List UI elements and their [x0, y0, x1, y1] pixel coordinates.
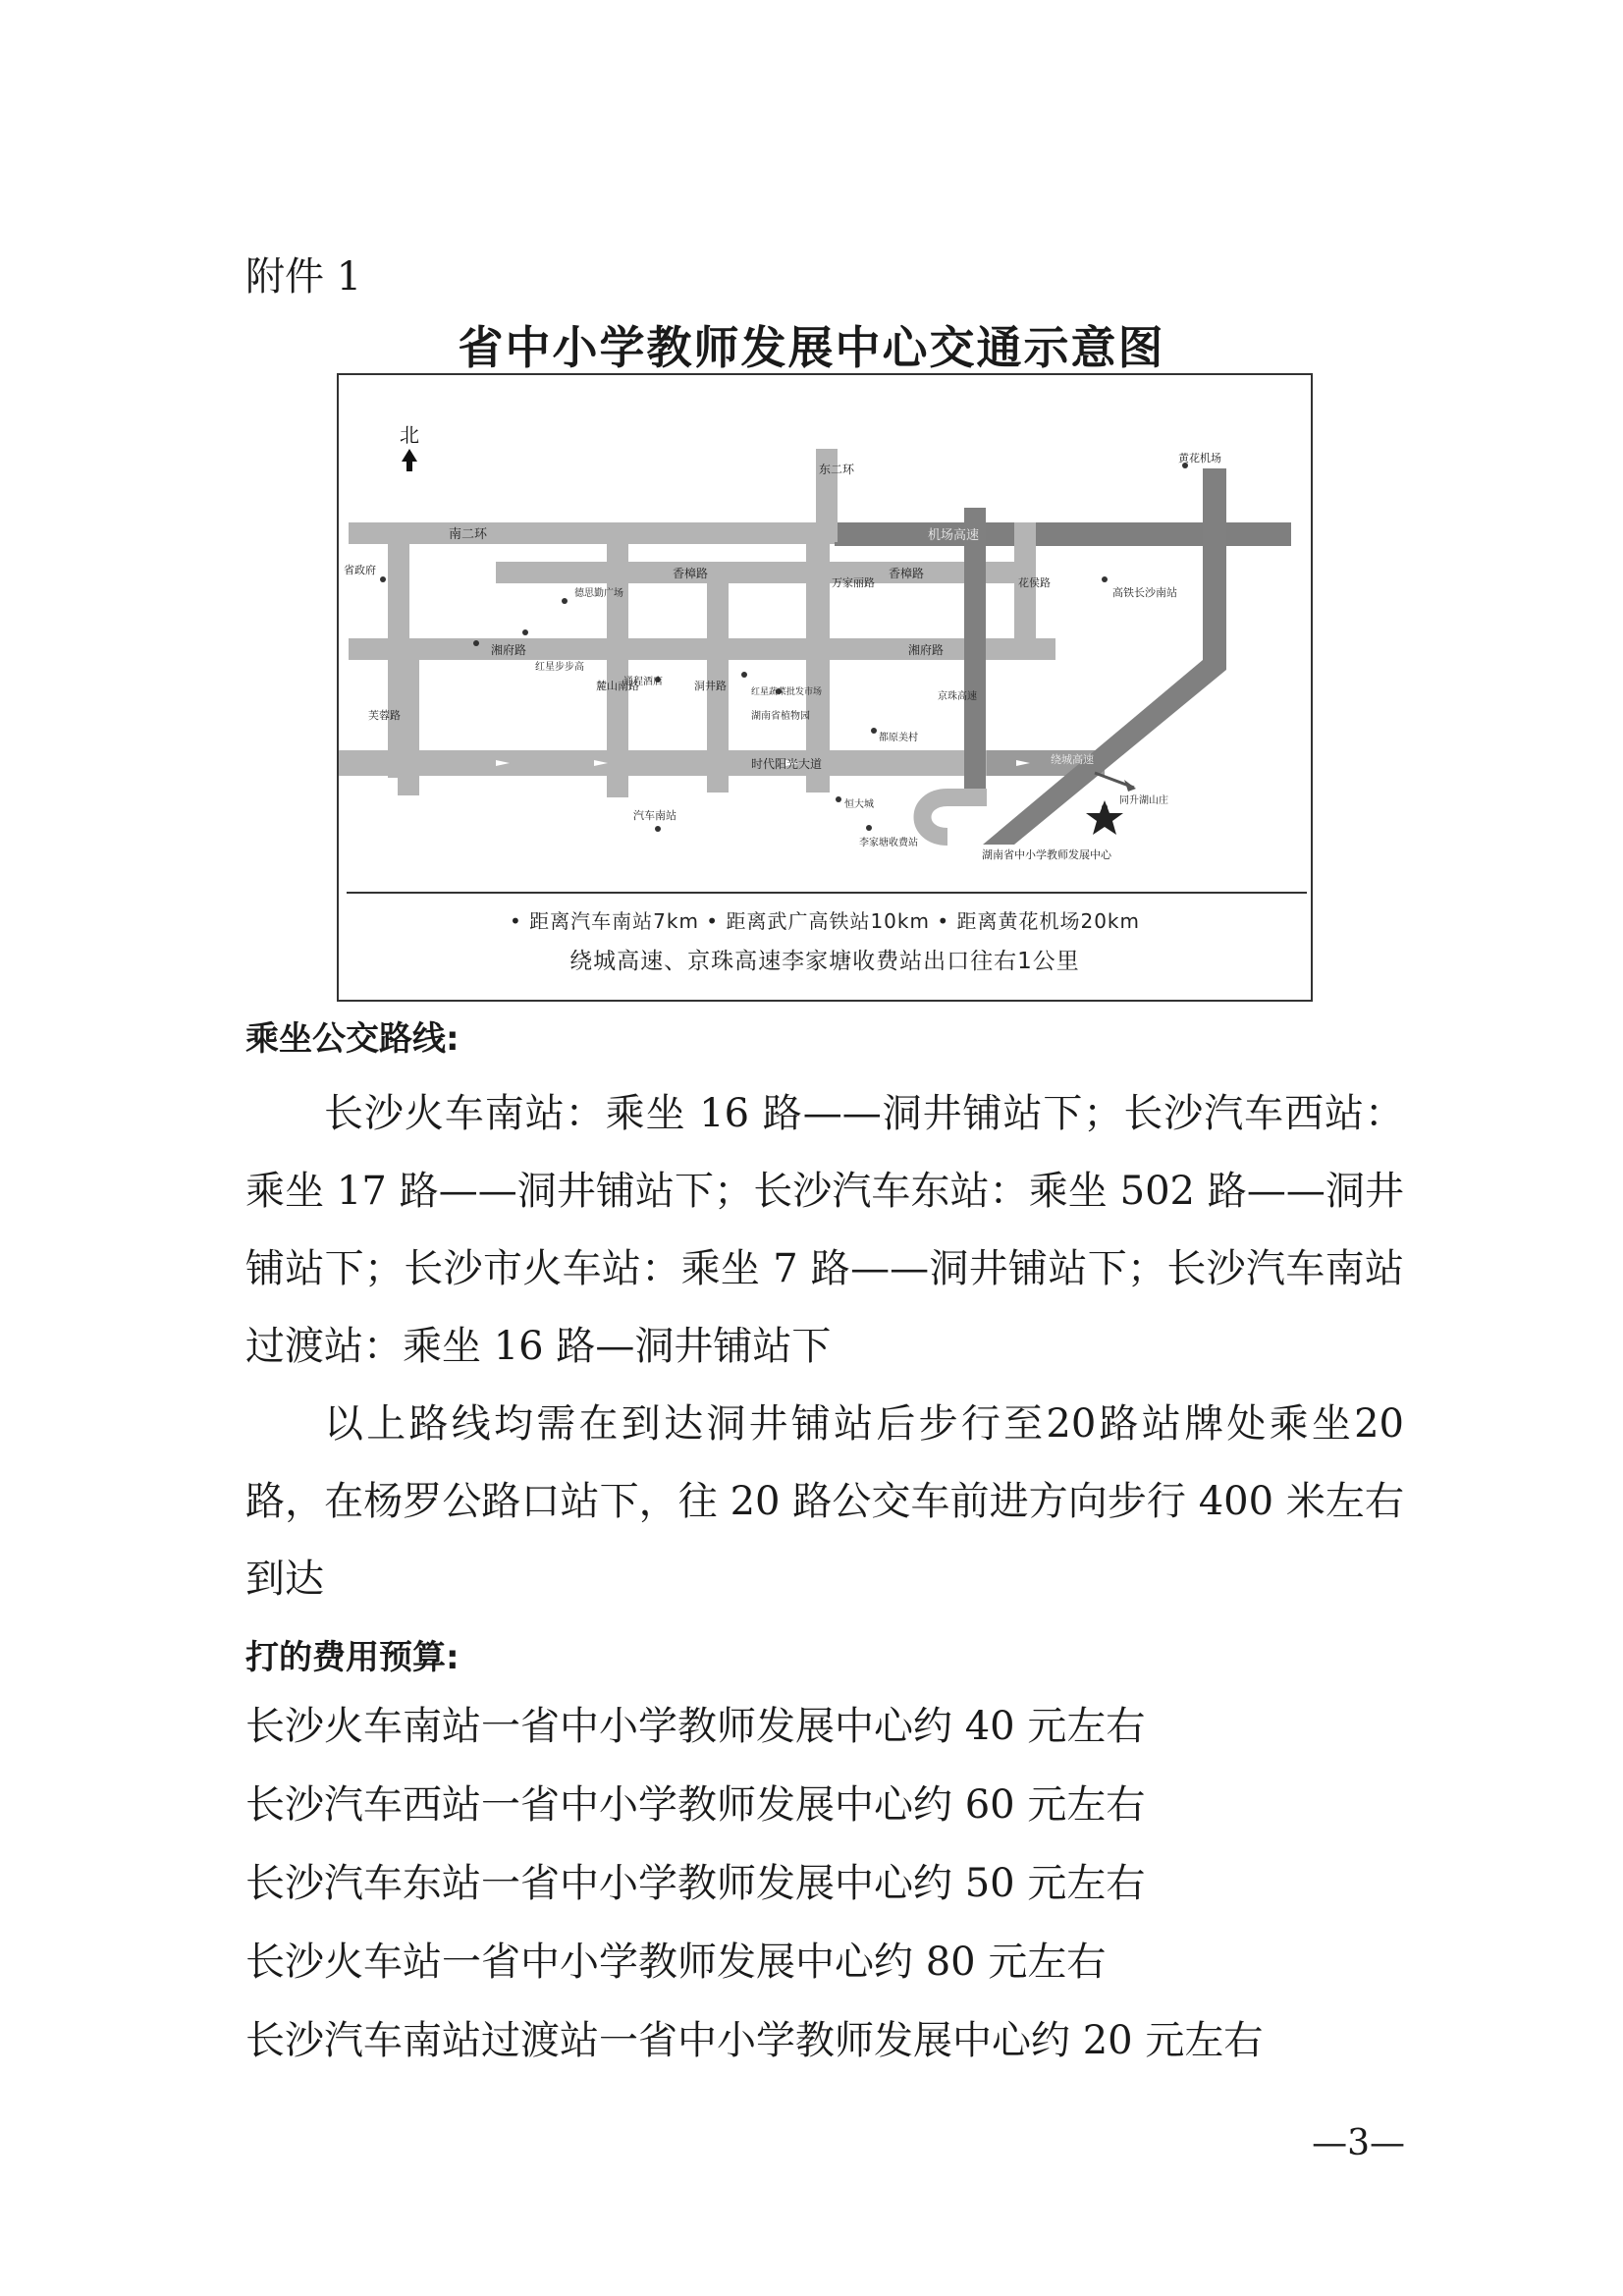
- label-wanjiali: 万家丽路: [832, 576, 875, 589]
- fare-item: 长沙汽车南站过渡站一省中小学教师发展中心约 20 元左右: [245, 2018, 1264, 2063]
- label-bus-south: 汽车南站: [633, 809, 676, 822]
- page-number: —3—: [1312, 2123, 1405, 2163]
- attachment-label: 附件 1: [245, 254, 362, 300]
- label-airport: 黄花机场: [1178, 452, 1221, 465]
- label-huaxia: 花侯路: [1018, 576, 1051, 589]
- road-xiangzhang-west: [496, 562, 820, 583]
- road-yuelu: [607, 522, 628, 797]
- label-east2ring: 东二环: [819, 463, 855, 476]
- label-yuelu: 麓山南路: [596, 680, 639, 692]
- label-xiangfu-east: 湘府路: [908, 643, 945, 657]
- fare-item: 长沙汽车西站一省中小学教师发展中心约 60 元左右: [245, 1782, 1146, 1828]
- fare-item: 长沙汽车东站一省中小学教师发展中心约 50 元左右: [245, 1861, 1146, 1906]
- label-xiangzhang-west: 香樟路: [673, 567, 709, 580]
- label-hongxing-walk: 红星步步高: [535, 662, 584, 673]
- page-title: 省中小学教师发展中心交通示意图: [458, 321, 1165, 374]
- fare-item: 长沙火车南站一省中小学教师发展中心约 40 元左右: [245, 1704, 1146, 1749]
- map-note-exit: 绕城高速、京珠高速李家塘收费站出口往右1公里: [569, 949, 1080, 974]
- road-xiangfu: [349, 638, 1055, 660]
- label-south2ring: 南二环: [449, 527, 488, 542]
- label-dongjing: 洞井路: [694, 680, 727, 692]
- road-shidai: [339, 750, 987, 776]
- road-ramp: [923, 797, 988, 837]
- bus-section-heading: 乘坐公交路线:: [245, 1019, 460, 1059]
- label-ring-expressway: 绕城高速: [1051, 753, 1094, 766]
- label-duyuan: 都原美村: [879, 733, 918, 743]
- road-dongjing: [707, 562, 729, 793]
- label-hongxing-market: 红星蔬菜批发市场: [751, 687, 823, 697]
- label-shengzhengfu: 省政府: [344, 564, 376, 576]
- label-hsr: 高铁长沙南站: [1112, 586, 1177, 599]
- label-botanical: 湖南省植物园: [751, 711, 810, 722]
- label-airport-expressway: 机场高速: [928, 528, 980, 543]
- bus-routes-paragraph: 长沙火车南站：乘坐 16 路——洞井铺站下；长沙汽车西站：乘坐 17 路——洞井铺站下；长沙汽车东站：乘坐 502 路——洞井铺站下；长沙市火车站：乘坐 7 路——洞井铺站下；长沙汽车南站过渡站：乘坐 16 路—洞井铺站下: [245, 1091, 1404, 1369]
- north-arrow-stem: [406, 460, 412, 471]
- label-furong: 芙蓉路: [368, 709, 401, 722]
- label-desi: 德思勤广场: [574, 588, 623, 599]
- label-xiangzhang-east: 香樟路: [889, 567, 925, 580]
- north-label: 北: [400, 423, 419, 447]
- destination-star-icon: [1086, 800, 1123, 835]
- road-jingzhu: [964, 508, 986, 802]
- label-shidai: 时代阳光大道: [751, 757, 823, 771]
- label-tongsheng: 同升湖山庄: [1119, 795, 1168, 806]
- road-furong: [398, 638, 419, 795]
- label-toll: 李家塘收费站: [859, 838, 918, 848]
- label-xiangfu: 湘府路: [491, 643, 527, 657]
- road-south2ring-mid: [623, 522, 835, 544]
- label-center: 湖南省中小学教师发展中心: [982, 848, 1111, 861]
- taxi-section-heading: 打的费用预算:: [245, 1638, 460, 1677]
- bus-transfer-paragraph: 以上路线均需在到达洞井铺站后步行至20路站牌处乘坐20 路，在杨罗公路口站下，往 20 路公交车前进方向步行 400 米左右到达: [245, 1401, 1404, 1602]
- map-note-distances: • 距离汽车南站7km • 距离武广高铁站10km • 距离黄花机场20km: [510, 909, 1140, 933]
- label-jingzhu: 京珠高速: [938, 691, 977, 702]
- taxi-fare-list: [245, 1687, 1263, 2080]
- bus-routes: [245, 1075, 1404, 1618]
- road-wanjiali: [806, 522, 830, 793]
- label-tongcheng: 通程酒店: [623, 677, 663, 687]
- traffic-map: [337, 373, 1313, 1002]
- label-hengda: 恒大城: [844, 799, 874, 810]
- fare-item: 长沙火车站一省中小学教师发展中心约 80 元左右: [245, 1940, 1107, 1985]
